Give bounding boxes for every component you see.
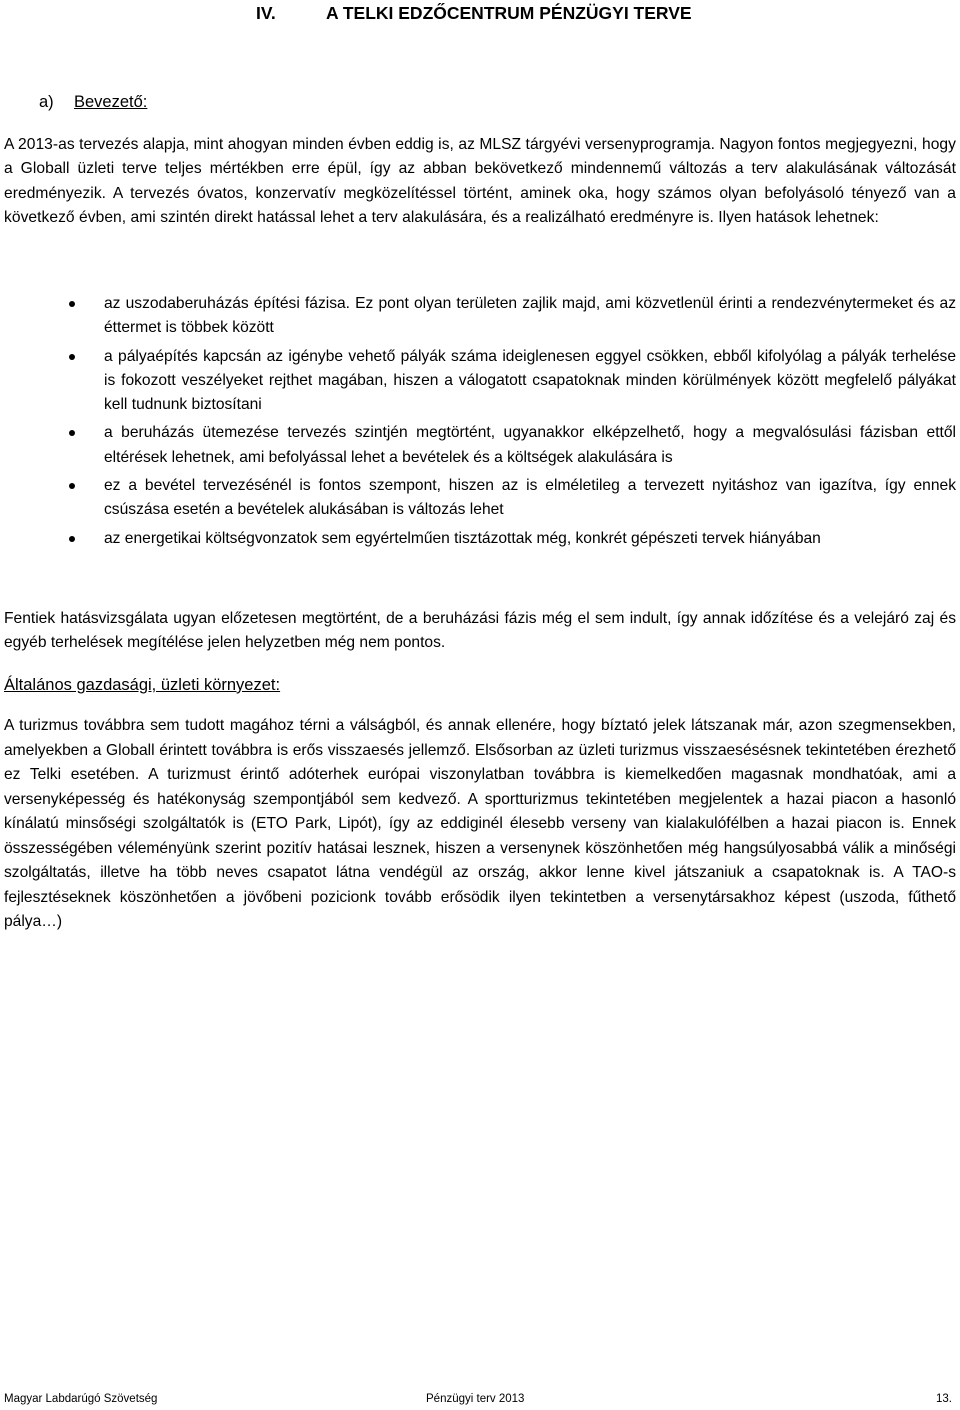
list-item xyxy=(4,292,956,341)
list-item-text: a beruházás ütemezése tervezés szintjén megtörtént, ugyanakkor elképzelhető, hogy a megvalósulási fázisban ettől eltérések lehetnek, ami befolyással lehet a bevételek és a költségek alakulására is xyxy=(104,424,956,466)
bullet-icon xyxy=(69,536,75,542)
list-item xyxy=(4,474,956,523)
list-item xyxy=(4,421,956,470)
chapter-heading xyxy=(4,3,956,25)
economy-heading: Általános gazdasági, üzleti környezet: xyxy=(4,676,281,694)
section-label: Bevezető: xyxy=(74,93,148,111)
section-heading-intro xyxy=(39,93,147,112)
footer-organization: Magyar Labdarúgó Szövetség xyxy=(4,1393,158,1405)
intro-paragraph: A 2013-as tervezés alapja, mint ahogyan minden évben eddig is, az MLSZ tárgyévi versenyprogramja. Nagyon fontos megjegyezni, hogy a Globall üzleti terve teljes mértékben erre épül, így az abban bekövetkező mindennemű változás a terv alakulásának változását eredményezik. A tervezés óvatos, konzervatív megközelítéssel történt, aminek oka, hogy számos olyan befolyásoló tényező van a következő évben, ami szintén direkt hatással lehet a terv alakulására, és a realizálható eredményre is. Ilyen hatások lehetnek: xyxy=(4,136,956,226)
list-item-text: az uszodaberuházás építési fázisa. Ez pont olyan területen zajlik majd, ami közvetlenül érinti a rendezvénytermeket és az éttermet is többek között xyxy=(104,295,956,337)
list-item xyxy=(4,345,956,418)
list-item-text: a pályaépítés kapcsán az igénybe vehető pályák száma ideiglenesen eggyel csökken, ebből kifolyólag a pályák terhelése is fokozott veszélyeket rejthet magában, hiszen a válogatott csapatoknak minden körülmények között megfelelő pályákat kell tudnunk biztosítani xyxy=(104,347,956,414)
economy-paragraph: A turizmus továbbra sem tudott magához térni a válságból, és annak ellenére, hogy bíztató jelek látszanak már, azon szegmensekben, amelyekben a Globall érintett továbbra is erős visszaesés jellemző. Elsősorban az üzleti turizmus visszaesésésnek tekintetében érezhető ez Telki esetében. A turizmust érintő adóterhek európai viszonylatban továbbra is kiemelkedően magasnak mondhatóak, ami a versenyképesség és hatékonyság szempontjából sem kedvező. A sportturizmus tekintetében megjelentek a hazai piacon a hasonló kínálatú minsőségi szolgáltatók is (ETO Park, Lipót), így az eddiginél élesebb verseny van kialakulófélben a hazai piacon is. Ennek összességében véleményünk szerint pozitív hatásai lesznek, hiszen a versenynek köszönhetően még hangsúlyosabbá válik a minőségi szolgáltatás, illetve ha több neves csapatot látna vendégül az ország, akkor lenne kivel játszaniuk a csapatoknak is. A TAO-s fejlesztéseknek köszönhetően a jövőbeni pozicionk tovább erősödik ilyen tekintetben a versenytársakhoz képest (uszoda, fűthető pálya…) xyxy=(4,717,956,930)
bullet-icon xyxy=(69,483,75,489)
bullet-icon xyxy=(69,301,75,307)
list-item-text: az energetikai költségvonzatok sem egyértelműen tisztázottak még, konkrét gépészeti tervek hiányában xyxy=(104,529,821,547)
page-footer xyxy=(4,1393,956,1409)
list-item xyxy=(4,527,956,551)
chapter-number: IV. xyxy=(256,3,276,23)
impact-list xyxy=(4,292,956,555)
chapter-title: A TELKI EDZŐCENTRUM PÉNZÜGYI TERVE xyxy=(326,3,692,23)
bullet-icon xyxy=(69,430,75,436)
list-item-text: ez a bevétel tervezésénél is fontos szempont, hiszen az is elméletileg a tervezett nyitáshoz van igazítva, így ennek csúszása esetén a bevételek alukásában is változás lehet xyxy=(104,477,956,519)
section-letter: a) xyxy=(39,93,54,111)
bullet-icon xyxy=(69,354,75,360)
footer-page-number: 13. xyxy=(936,1393,952,1405)
footer-document-title: Pénzügyi terv 2013 xyxy=(426,1393,525,1405)
conclusion-paragraph: Fentiek hatásvizsgálata ugyan előzetesen megtörtént, de a beruházási fázis még el sem indult, így annak időzítése és a velejáró zaj és egyéb terhelések megítélése jelen helyzetben még nem pontos. xyxy=(4,610,956,652)
